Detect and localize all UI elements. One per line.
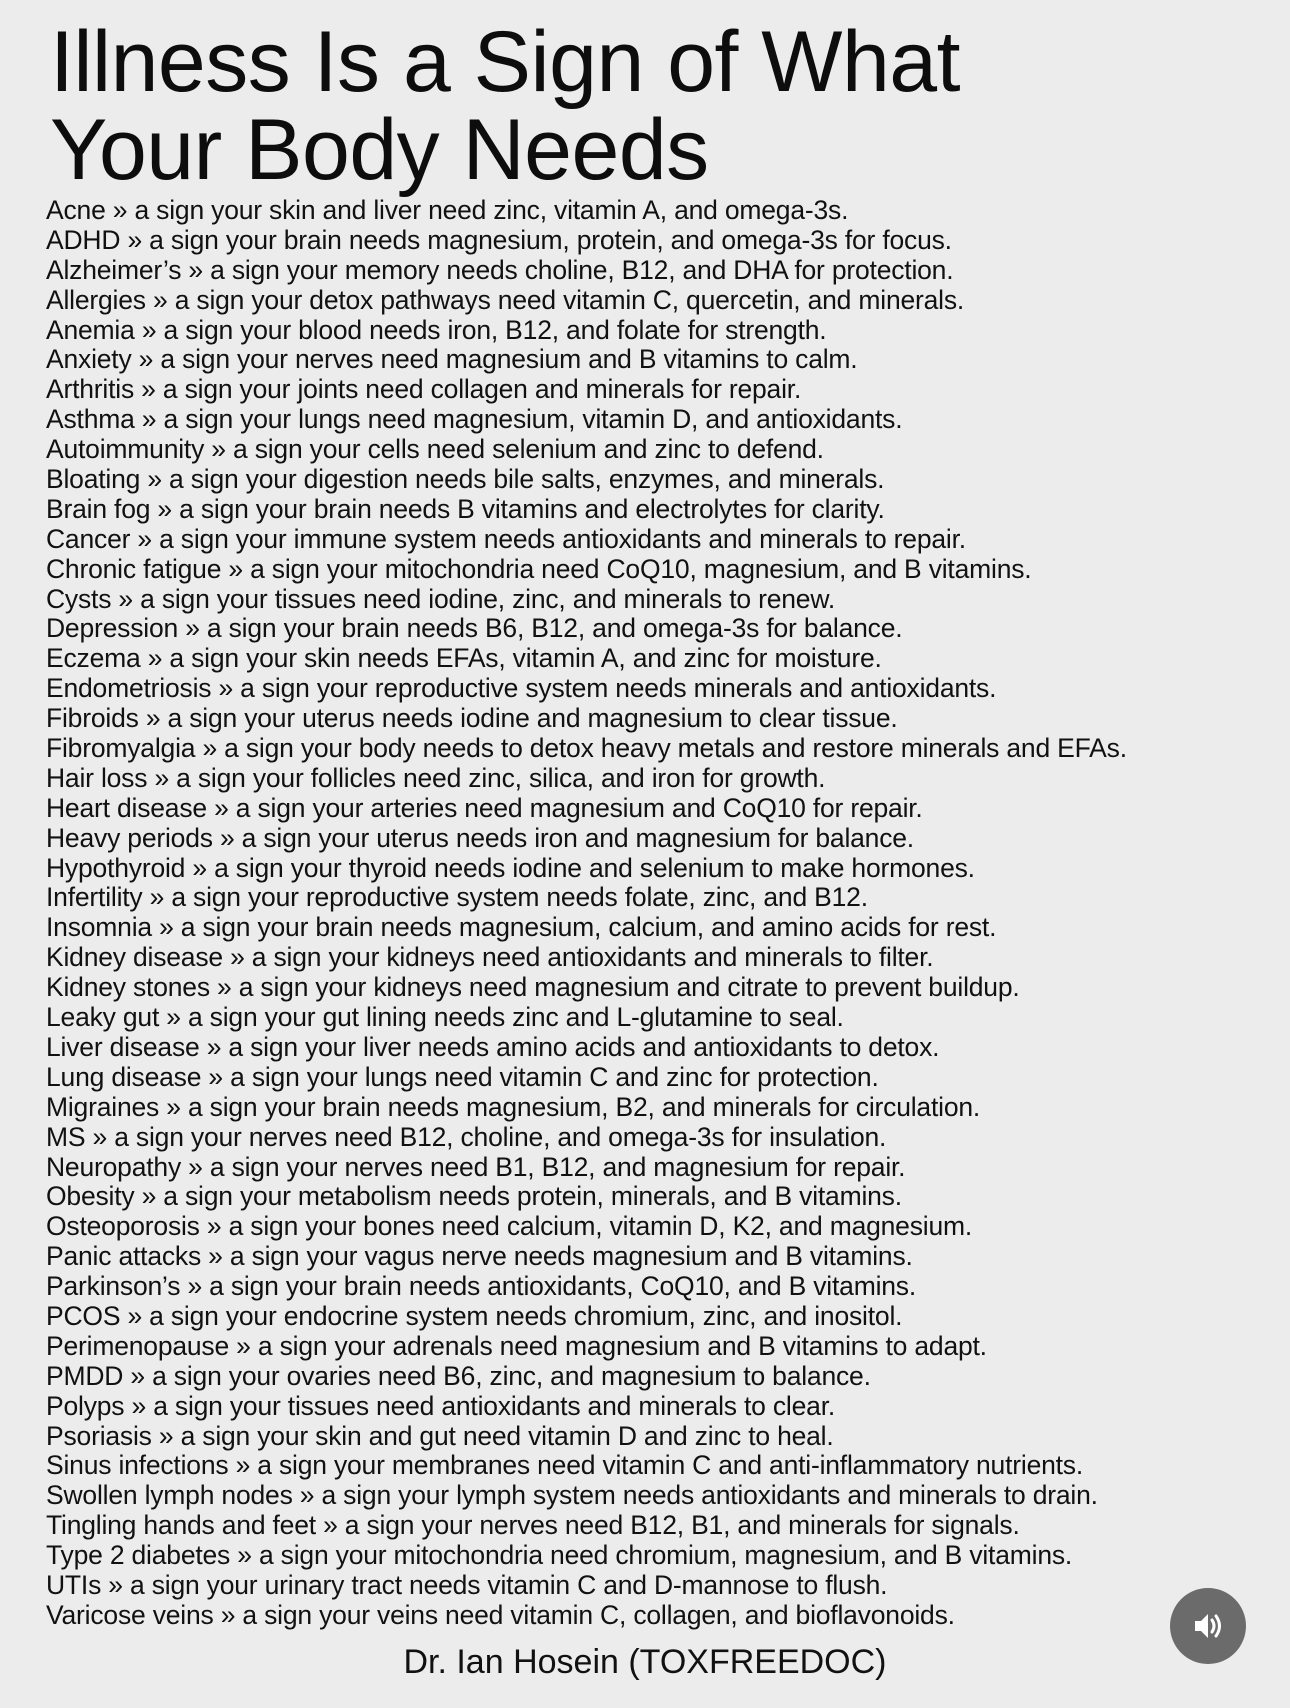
list-item: Hypothyroid » a sign your thyroid needs iodine and selenium to make hormones. (46, 852, 975, 883)
list-item: Eczema » a sign your skin needs EFAs, vitamin A, and zinc for moisture. (46, 643, 882, 674)
list-item: Tingling hands and feet » a sign your nerves need B12, B1, and minerals for signals. (46, 1510, 1020, 1541)
list-item: Varicose veins » a sign your veins need vitamin C, collagen, and bioflavonoids. (46, 1599, 955, 1630)
list-item: Leaky gut » a sign your gut lining needs zinc and L-glutamine to seal. (46, 1002, 844, 1033)
list-item: Migraines » a sign your brain needs magnesium, B2, and minerals for circulation. (46, 1091, 981, 1122)
list-item: Anxiety » a sign your nerves need magnesium and B vitamins to calm. (46, 344, 858, 375)
list-item: Alzheimer’s » a sign your memory needs choline, B12, and DHA for protection. (46, 254, 954, 285)
list-item: Kidney disease » a sign your kidneys need antioxidants and minerals to filter. (46, 942, 934, 973)
list-item: Acne » a sign your skin and liver need zinc, vitamin A, and omega-3s. (46, 195, 849, 225)
list-item: Asthma » a sign your lungs need magnesium, vitamin D, and antioxidants. (46, 404, 903, 435)
list-item: Obesity » a sign your metabolism needs protein, minerals, and B vitamins. (46, 1181, 902, 1212)
list-item: Depression » a sign your brain needs B6, B12, and omega-3s for balance. (46, 613, 903, 644)
list-item: Swollen lymph nodes » a sign your lymph system needs antioxidants and minerals to drain. (46, 1480, 1098, 1511)
list-item: Parkinson’s » a sign your brain needs antioxidants, CoQ10, and B vitamins. (46, 1271, 917, 1302)
list-item: Panic attacks » a sign your vagus nerve needs magnesium and B vitamins. (46, 1241, 913, 1272)
speaker-icon (1188, 1606, 1228, 1646)
author-credit: Dr. Ian Hosein (TOXFREEDOC) (403, 1643, 887, 1681)
list-item: Lung disease » a sign your lungs need vitamin C and zinc for protection. (46, 1061, 879, 1092)
list-item: Bloating » a sign your digestion needs bile salts, enzymes, and minerals. (46, 464, 885, 495)
list-item: Type 2 diabetes » a sign your mitochondria need chromium, magnesium, and B vitamins. (46, 1540, 1073, 1571)
list-item: Chronic fatigue » a sign your mitochondria need CoQ10, magnesium, and B vitamins. (46, 553, 1032, 584)
list-item: Sinus infections » a sign your membranes need vitamin C and anti-inflammatory nutrients. (46, 1450, 1084, 1481)
list-item: Autoimmunity » a sign your cells need selenium and zinc to defend. (46, 434, 824, 465)
list-item: Cancer » a sign your immune system needs antioxidants and minerals to repair. (46, 523, 966, 554)
list-item: MS » a sign your nerves need B12, choline, and omega-3s for insulation. (46, 1121, 887, 1152)
list-item: Hair loss » a sign your follicles need zinc, silica, and iron for growth. (46, 762, 826, 793)
list-item: Arthritis » a sign your joints need collagen and minerals for repair. (46, 374, 802, 405)
list-item: Liver disease » a sign your liver needs amino acids and antioxidants to detox. (46, 1031, 940, 1062)
list-item: Psoriasis » a sign your skin and gut need vitamin D and zinc to heal. (46, 1420, 834, 1451)
list-item: Fibroids » a sign your uterus needs iodine and magnesium to clear tissue. (46, 703, 898, 734)
title-line-2: Your Body Needs (50, 102, 709, 198)
list-item: Kidney stones » a sign your kidneys need magnesium and citrate to prevent buildup. (46, 972, 1020, 1003)
list-item: Heavy periods » a sign your uterus needs iron and magnesium for balance. (46, 822, 914, 853)
list-item: Brain fog » a sign your brain needs B vitamins and electrolytes for clarity. (46, 493, 885, 524)
list-item: Cysts » a sign your tissues need iodine, zinc, and minerals to renew. (46, 583, 835, 614)
title-line-1: Illness Is a Sign of What (50, 14, 961, 110)
list-item: Perimenopause » a sign your adrenals need magnesium and B vitamins to adapt. (46, 1330, 987, 1361)
sound-toggle-button[interactable] (1170, 1588, 1246, 1664)
list-item: Neuropathy » a sign your nerves need B1, B12, and magnesium for repair. (46, 1151, 906, 1182)
page-title (50, 14, 961, 198)
list-item: Insomnia » a sign your brain needs magnesium, calcium, and amino acids for rest. (46, 912, 997, 943)
list-item: Allergies » a sign your detox pathways need vitamin C, quercetin, and minerals. (46, 284, 965, 315)
list-item: Heart disease » a sign your arteries need magnesium and CoQ10 for repair. (46, 792, 923, 823)
list-item: Endometriosis » a sign your reproductive system needs minerals and antioxidants. (46, 673, 997, 704)
list-item: PCOS » a sign your endocrine system needs chromium, zinc, and inositol. (46, 1300, 903, 1331)
illness-list (46, 196, 1127, 1631)
list-item: Fibromyalgia » a sign your body needs to detox heavy metals and restore minerals and EFAs. (46, 733, 1127, 764)
list-item: Anemia » a sign your blood needs iron, B12, and folate for strength. (46, 314, 827, 345)
list-item: Polyps » a sign your tissues need antioxidants and minerals to clear. (46, 1390, 836, 1421)
list-item: Osteoporosis » a sign your bones need calcium, vitamin D, K2, and magnesium. (46, 1211, 973, 1242)
list-item: PMDD » a sign your ovaries need B6, zinc, and magnesium to balance. (46, 1360, 871, 1391)
list-item: UTIs » a sign your urinary tract needs vitamin C and D-mannose to flush. (46, 1569, 888, 1600)
list-item: ADHD » a sign your brain needs magnesium, protein, and omega-3s for focus. (46, 224, 952, 255)
list-item: Infertility » a sign your reproductive system needs folate, zinc, and B12. (46, 882, 868, 913)
